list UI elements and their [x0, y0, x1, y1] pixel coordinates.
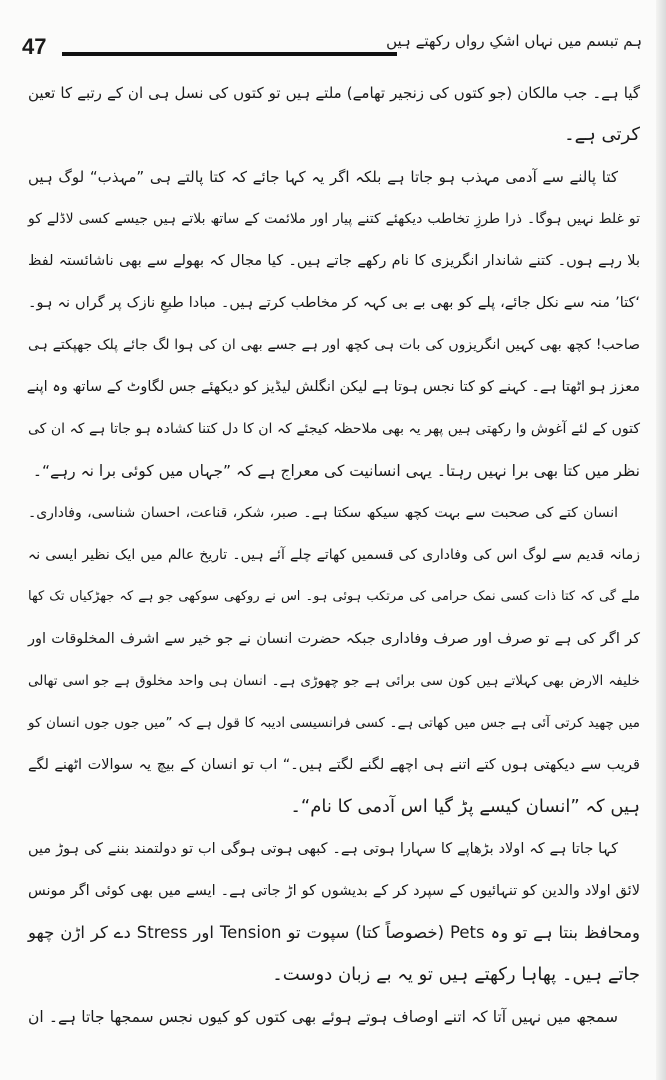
text-line: میں چھید کرتی آئی ہے جس میں کھاتی ہے۔ کسی فرانسیسی ادیبہ کا قول ہے کہ ”میں جوں جوں انسان کو — [28, 715, 640, 731]
text-line: جاتے ہیں۔ پھاہا رکھتے ہیں تو یہ بے زبان دوست۔ — [272, 964, 640, 985]
text-line: ومحافظ بنتا ہے تو وہ Pets (خصوصاً کتا) سپوت تو Tension اور Stress دے کر اڑن چھو — [28, 923, 640, 942]
text-line: ہیں کہ ”انسان کیسے پڑ گیا اس آدمی کا نام“۔ — [290, 796, 640, 817]
paragraph-start-line: کہا جاتا ہے کہ اولاد بڑھاپے کا سہارا ہوتی ہے۔ کبھی ہوتی ہوگی اب تو دولتمند بننے کی ہوڑ میں — [28, 841, 618, 857]
text-line: ملے گی کہ کتا ذات کسی نمک حرامی کی مرتکب ہوئی ہو۔ اس نے روکھی سوکھی جو ہے کہ جھڑکیاں تک کھا — [28, 589, 640, 604]
text-line: بلا رہے ہوں۔ کتنے شاندار انگریزی کا نام رکھے جاتے ہیں۔ کیا مجال کہ بھولے سے بھی ناشائستہ لفظ — [28, 253, 640, 269]
text-line: لائق اولاد والدین کو تنہائیوں کے سپرد کر کے بدیشوں کو اڑ جاتی ہے۔ ایسے میں بھی کوئی اگر مونس — [28, 883, 640, 899]
page-edge-shadow — [656, 0, 666, 1080]
text-line: تو غلط نہیں ہوگا۔ ذرا طرزِ تخاطب دیکھئے کتنے پیار اور ملائمت کے ساتھ بلاتے ہیں جیسے کسی لاڈلے کو — [28, 211, 640, 227]
text-line: کتوں کے لئے آغوش وا رکھتی ہیں پھر یہ بھی ملاحظہ کیجئے کہ ان کا دل کتنا کشادہ ہو جاتا ہے کہ ان کی — [28, 421, 640, 437]
paragraph-start-line: سمجھ میں نہیں آتا کہ اتنے اوصاف ہوتے ہوئے بھی کتوں کو کیوں نجس سمجھا جاتا ہے۔ ان — [28, 1008, 618, 1026]
text-line: زمانہ قدیم سے لوگ اس کی وفاداری کی قسمیں کھاتے چلے آئے ہیں۔ تاریخ عالم میں ایک نظیر ایسی نہ — [28, 547, 640, 563]
text-line: ‘کتا’ منہ سے نکل جائے، پلے کو بھی بے بی کہہ کر مخاطب کرتے ہیں۔ مبادا طبعِ نازک پر گراں نہ ہو۔ — [28, 295, 640, 311]
page-header — [22, 32, 642, 62]
text-line: نظر میں کتا بھی برا نہیں رہتا۔ یہی انسانیت کی معراج ہے کہ ”جہاں میں کوئی برا نہ رہے“۔ — [32, 462, 640, 480]
text-line: صاحب! کچھ بھی کہیں انگریزوں کی بات ہی کچھ اور ہے جسے بھی ان کی ہوا لگ جائے پلک جھپکتے ہی — [28, 337, 640, 353]
text-line: معزز ہو اٹھتا ہے۔ کہنے کو کتا نجس ہوتا ہے لیکن انگلش لیڈیز کو دیکھئے جس لگاوٹ کے ساتھ وہ اپنے — [26, 379, 640, 395]
text-line: کرتی ہے۔ — [564, 124, 640, 145]
text-line: کر اگر کی ہے تو صرف اور صرف وفاداری جبکہ حضرت انسان نے جو خیر سے اشرف المخلوقات اور — [28, 631, 640, 647]
text-line: گیا ہے۔ جب مالکان (جو کتوں کی زنجیر تھامے) ملتے ہیں تو کتوں کی نسل ہی ان کے رتبے کا تعین — [28, 84, 640, 102]
paragraph-start-line: انسان کتے کی صحبت سے بہت کچھ سیکھ سکتا ہے۔ صبر، شکر، قناعت، احسان شناسی، وفاداری۔ — [28, 505, 618, 521]
paragraph-start-line: کتا پالنے سے آدمی مہذب ہو جاتا ہے بلکہ اگر یہ کہا جائے کہ کتا پالتے ہی ”مہذب“ لوگ ہیں — [28, 168, 618, 186]
header-rule — [62, 52, 397, 56]
page-number: 47 — [22, 34, 47, 59]
body-text — [28, 72, 640, 1038]
text-line: خلیفہ الارض بھی کہلاتے ہیں کون سی برائی ہے جو چھوڑی ہے۔ انسان ہی واحد مخلوق ہے جو اسی تھالی — [28, 673, 640, 689]
running-title: ہم تبسم میں نہاں اشکِ رواں رکھتے ہیں — [386, 32, 642, 50]
text-line: قریب سے دیکھتی ہوں کتے اتنے ہی اچھے لگنے لگتے ہیں۔“ اب تو انسان کے بیچ یہ سوالات اٹھنے لگے — [28, 757, 640, 773]
